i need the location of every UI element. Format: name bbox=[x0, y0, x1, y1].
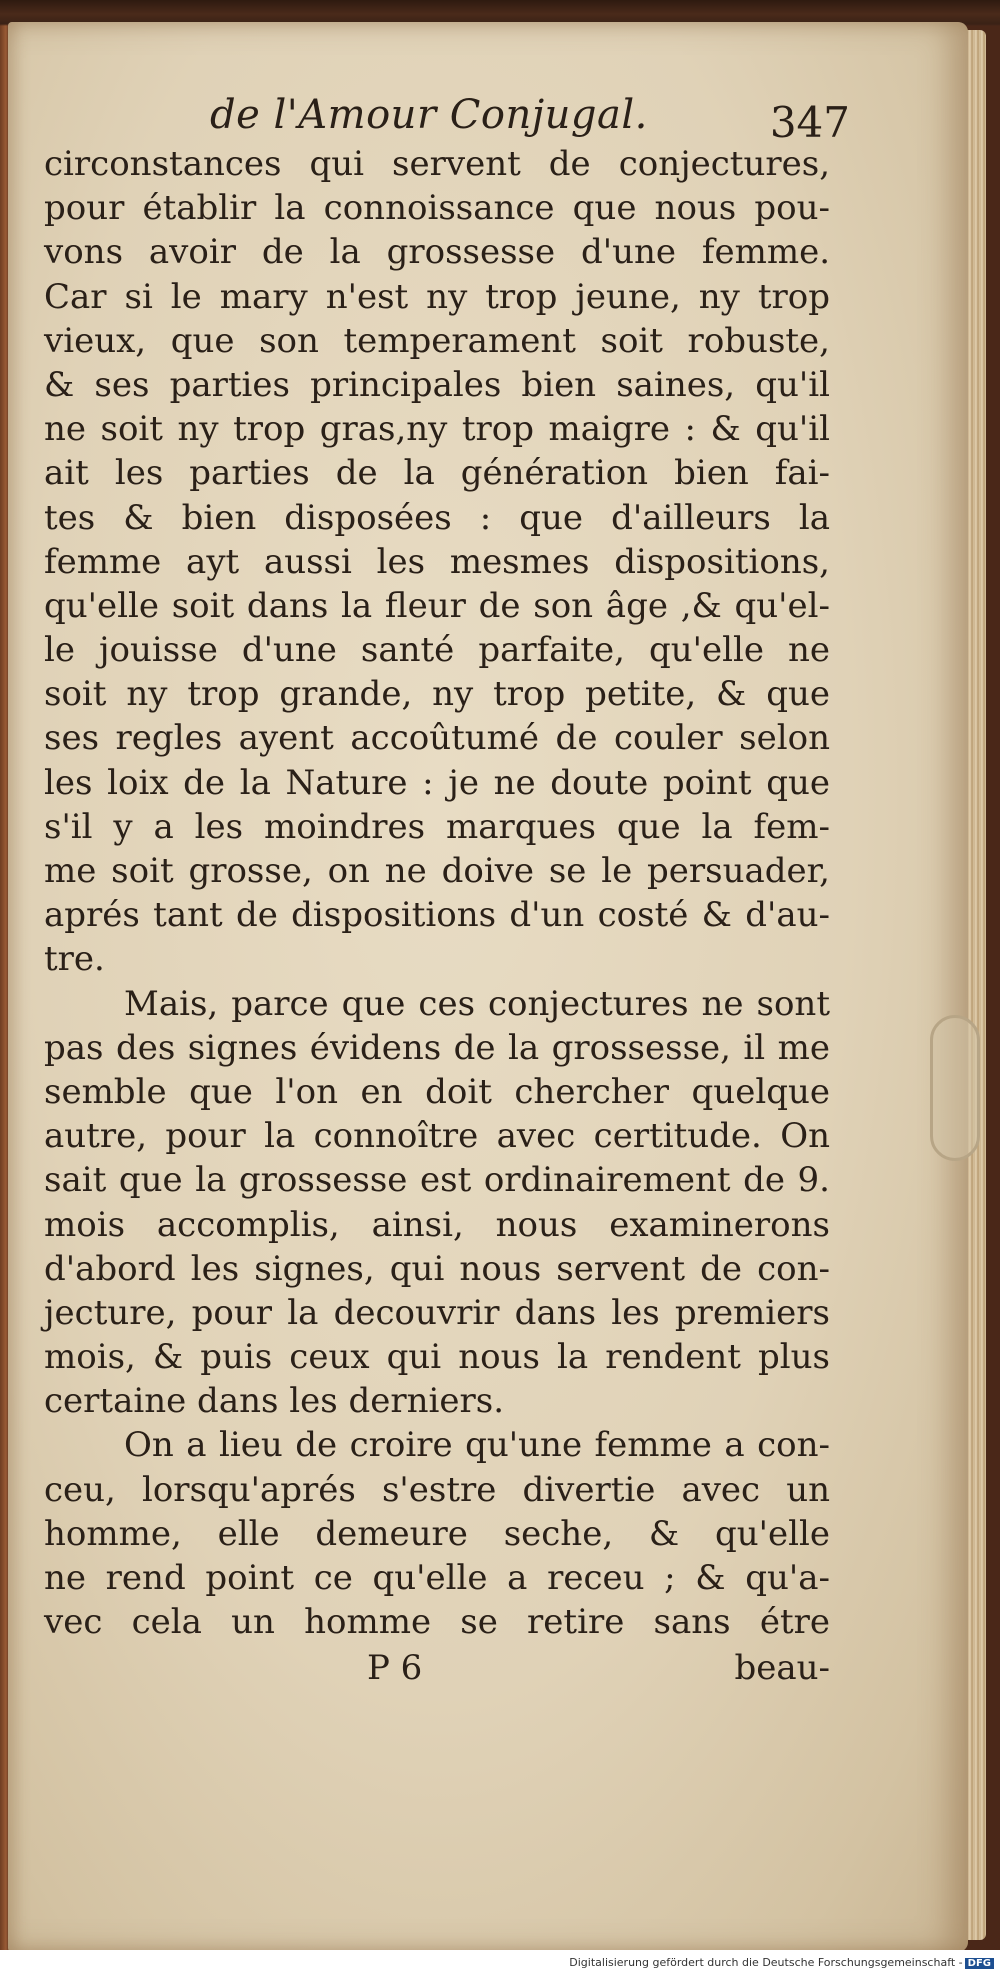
text-line: ceu, lorsqu'aprés s'estre divertie avec un bbox=[44, 1469, 830, 1510]
text-line: soit ny trop grande, ny trop petite, & que bbox=[44, 674, 830, 715]
text-line: mois, & puis ceux qui nous la rendent plus bbox=[44, 1337, 830, 1378]
text-line: aprés tant de dispositions d'un costé & d'au- bbox=[44, 895, 830, 936]
text-line: Mais, parce que ces conjectures ne sont bbox=[124, 983, 830, 1024]
text-line: tes & bien disposées : que d'ailleurs la bbox=[44, 497, 830, 538]
text-line: jecture, pour la decouvrir dans les premiers bbox=[44, 1292, 830, 1333]
text-line: semble que l'on en doit chercher quelque bbox=[44, 1071, 830, 1112]
text-line: vons avoir de la grossesse d'une femme. bbox=[44, 232, 830, 273]
text-line: certaine dans les derniers. bbox=[44, 1381, 505, 1422]
page-number: 347 bbox=[769, 98, 850, 147]
text-line: qu'elle soit dans la fleur de son âge ,& qu'el- bbox=[44, 585, 830, 626]
text-line: ne soit ny trop gras,ny trop maigre : & qu'il bbox=[44, 409, 830, 450]
credit-line bbox=[569, 1956, 994, 1969]
text-line: vec cela un homme se retire sans étre bbox=[44, 1602, 830, 1643]
catchword: beau- bbox=[734, 1648, 830, 1688]
text-line: & ses parties principales bien saines, qu'il bbox=[44, 364, 830, 405]
text-line: ait les parties de la génération bien fai- bbox=[44, 453, 830, 494]
signature-mark: P 6 bbox=[367, 1648, 423, 1688]
text-line: pour établir la connoissance que nous pou- bbox=[44, 188, 830, 229]
page-clip bbox=[930, 1015, 980, 1161]
text-line: les loix de la Nature : je ne doute point que bbox=[44, 762, 830, 803]
text-line: femme ayt aussi les mesmes dispositions, bbox=[44, 541, 830, 582]
text-line: me soit grosse, on ne doive se le persuader, bbox=[44, 851, 830, 891]
text-line: tre. bbox=[44, 939, 105, 980]
text-line: le jouisse d'une santé parfaite, qu'elle ne bbox=[44, 630, 830, 671]
text-line: vieux, que son temperament soit robuste, bbox=[44, 320, 830, 361]
text-line: sait que la grossesse est ordinairement de 9. bbox=[44, 1160, 830, 1201]
credit-text: Digitalisierung gefördert durch die Deutsche Forschungsgemeinschaft - bbox=[569, 1956, 963, 1969]
text-line: autre, pour la connoître avec certitude. On bbox=[44, 1116, 830, 1157]
text-line: Car si le mary n'est ny trop jeune, ny trop bbox=[44, 276, 830, 317]
text-line: On a lieu de croire qu'une femme a con- bbox=[124, 1425, 830, 1466]
text-line: s'il y a les moindres marques que la fem- bbox=[44, 806, 830, 847]
text-line: mois accomplis, ainsi, nous examinerons bbox=[44, 1204, 830, 1245]
dfg-logo: DFG bbox=[965, 1958, 994, 1969]
text-line: ne rend point ce qu'elle a receu ; & qu'a- bbox=[44, 1558, 830, 1598]
page-footer bbox=[44, 1648, 830, 1698]
text-line: homme, elle demeure seche, & qu'elle bbox=[44, 1513, 830, 1554]
text-line: pas des signes évidens de la grossesse, il me bbox=[44, 1027, 830, 1068]
body-text bbox=[44, 142, 830, 1644]
text-line: d'abord les signes, qui nous servent de con- bbox=[44, 1248, 830, 1289]
running-head: de l'Amour Conjugal. bbox=[210, 92, 648, 138]
text-line: circonstances qui servent de conjectures, bbox=[44, 144, 830, 184]
text-line: ses regles ayent accoûtumé de couler selon bbox=[44, 718, 830, 759]
